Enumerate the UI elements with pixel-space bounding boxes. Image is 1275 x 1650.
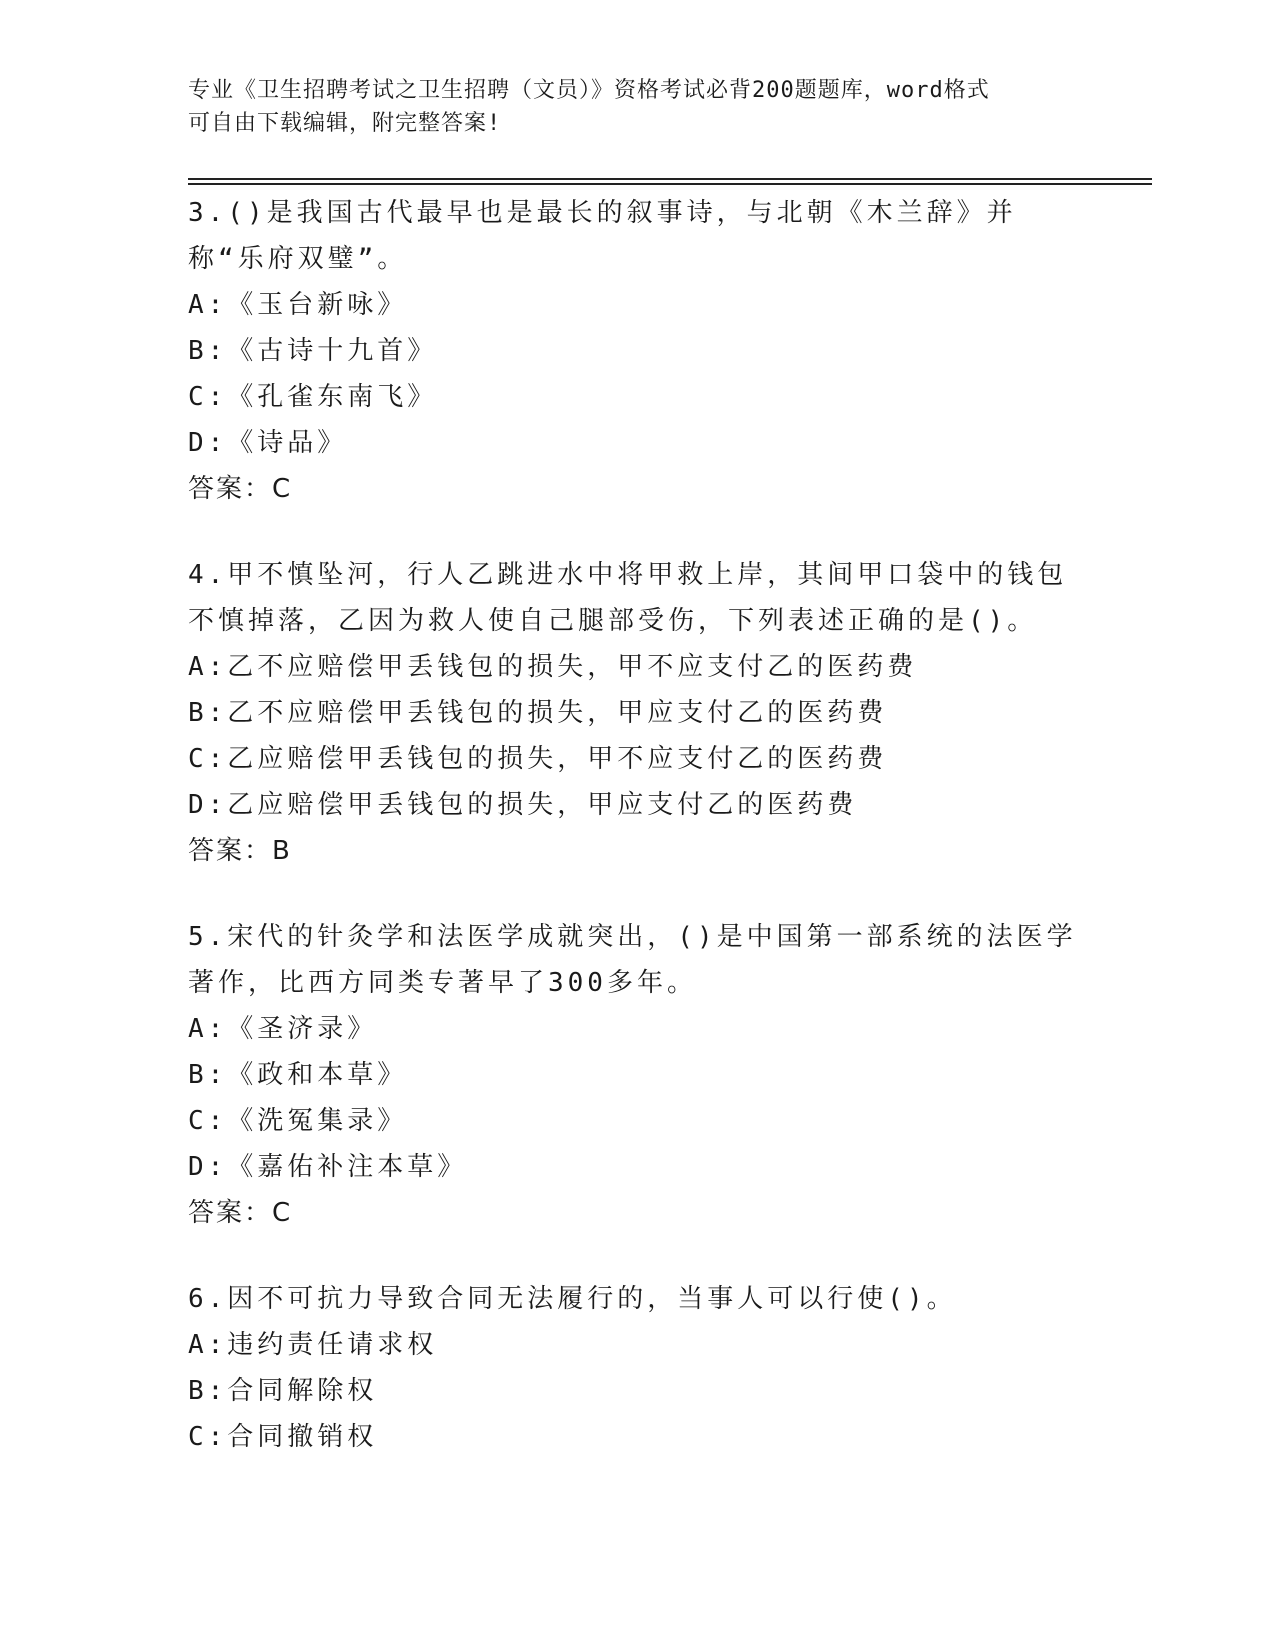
option-d: D:乙应赔偿甲丢钱包的损失，甲应支付乙的医药费 [188, 790, 858, 820]
question-6 [188, 1276, 1088, 1460]
header-line-2: 可自由下载编辑，附完整答案! [188, 111, 502, 136]
header-line-1: 专业《卫生招聘考试之卫生招聘（文员）》资格考试必背200题题库，word格式 [188, 78, 990, 103]
option-c: C:乙应赔偿甲丢钱包的损失，甲不应支付乙的医药费 [188, 744, 888, 774]
option-b: B:《政和本草》 [188, 1060, 408, 1090]
option-c: C:合同撤销权 [188, 1422, 378, 1452]
header-divider-bottom [188, 183, 1152, 185]
question-stem: 5.宋代的针灸学和法医学成就突出，()是中国第一部系统的法医学著作，比西方同类专著早了300多年。 [188, 922, 1077, 998]
option-b: B:《古诗十九首》 [188, 336, 438, 366]
answer-label: 答案：B [188, 836, 292, 866]
question-stem: 6.因不可抗力导致合同无法履行的，当事人可以行使()。 [188, 1284, 957, 1314]
option-c: C:《孔雀东南飞》 [188, 382, 438, 412]
question-4 [188, 552, 1088, 874]
document-header [188, 74, 1088, 140]
answer-label: 答案：C [188, 474, 293, 504]
option-d: D:《嘉佑补注本草》 [188, 1152, 468, 1182]
question-list [188, 190, 1088, 1500]
question-3 [188, 190, 1088, 512]
header-divider-top [188, 178, 1152, 180]
question-5 [188, 914, 1088, 1236]
option-b: B:乙不应赔偿甲丢钱包的损失，甲应支付乙的医药费 [188, 698, 888, 728]
option-b: B:合同解除权 [188, 1376, 378, 1406]
question-stem: 3.()是我国古代最早也是最长的叙事诗，与北朝《木兰辞》并称“乐府双璧”。 [188, 198, 1017, 274]
option-a: A:违约责任请求权 [188, 1330, 438, 1360]
question-stem: 4.甲不慎坠河，行人乙跳进水中将甲救上岸，其间甲口袋中的钱包不慎掉落，乙因为救人使自己腿部受伤，下列表述正确的是()。 [188, 560, 1068, 636]
option-a: A:《圣济录》 [188, 1014, 378, 1044]
option-a: A:乙不应赔偿甲丢钱包的损失，甲不应支付乙的医药费 [188, 652, 918, 682]
answer-label: 答案：C [188, 1198, 293, 1228]
option-c: C:《洗冤集录》 [188, 1106, 408, 1136]
option-d: D:《诗品》 [188, 428, 348, 458]
option-a: A:《玉台新咏》 [188, 290, 408, 320]
